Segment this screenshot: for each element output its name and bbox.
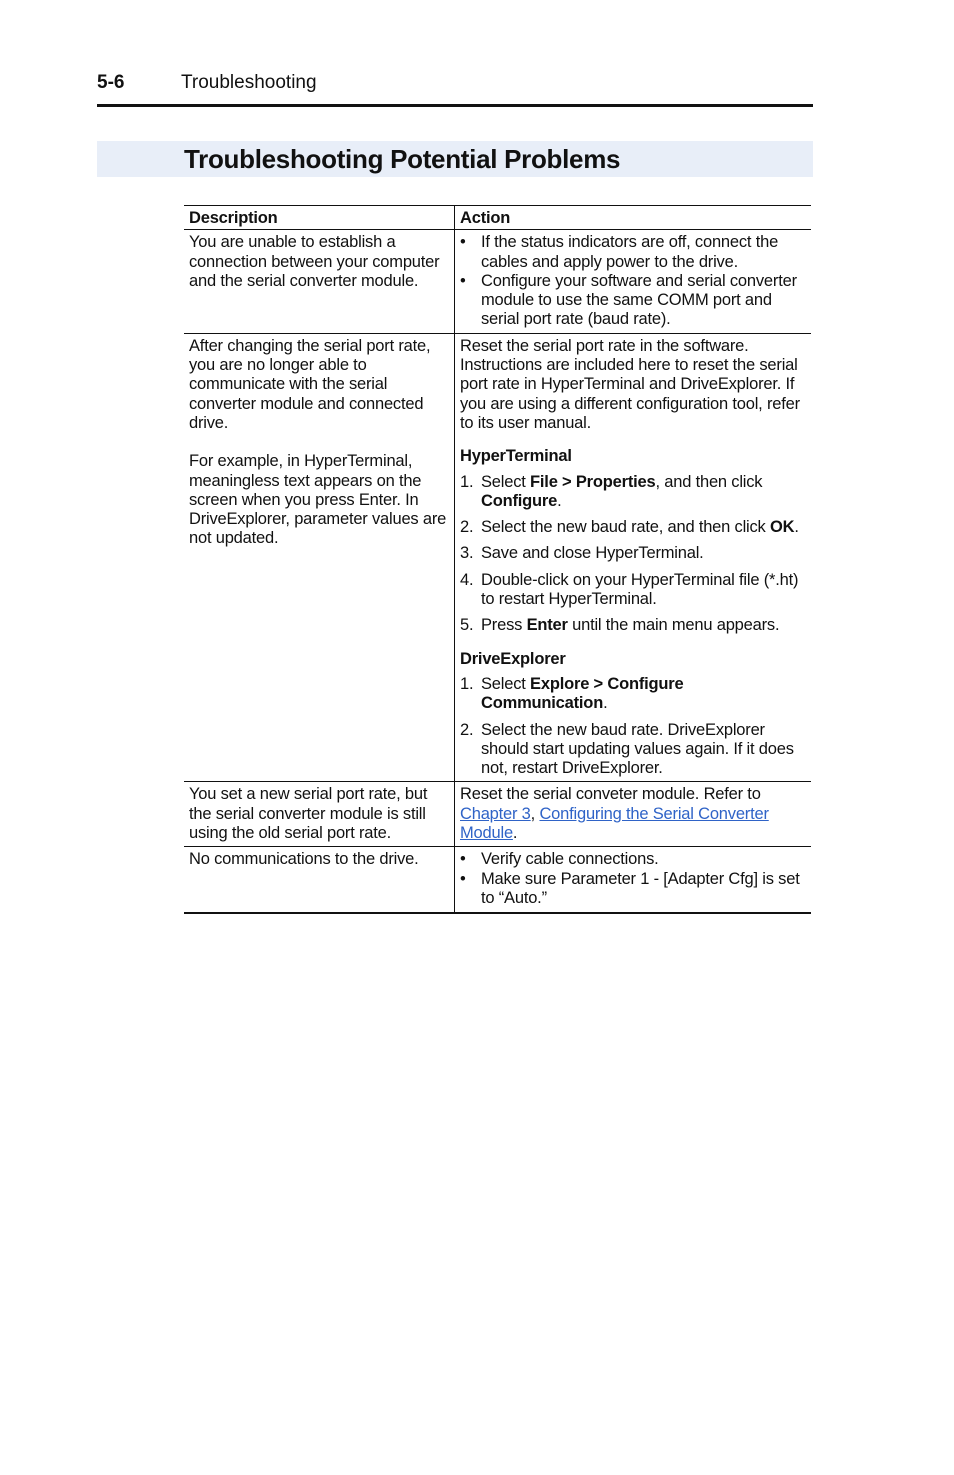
table-row <box>184 847 811 913</box>
step-number: 2. <box>460 720 474 739</box>
menu-path: File > Properties <box>530 472 656 491</box>
step-text: Save and close HyperTerminal. <box>481 544 704 563</box>
step-number: 5. <box>460 616 474 635</box>
row4-description: No communications to the drive. <box>184 847 455 913</box>
list-item <box>460 518 806 537</box>
row2-description-p1: After changing the serial port rate, you are no longer able to communicate with the serial converter module and connected drive. <box>189 336 431 432</box>
step-text: Select the new baud rate, and then click <box>481 518 770 537</box>
table-row <box>184 333 811 782</box>
row3-action-end: . <box>512 824 518 843</box>
list-item <box>460 233 806 272</box>
row3-action-text: Reset the serial conveter module. Refer to <box>460 785 761 804</box>
hyperterminal-steps <box>460 473 806 636</box>
step-text: , and then click <box>655 472 763 491</box>
bullet-icon: • <box>460 233 466 252</box>
step-number: 4. <box>460 570 474 589</box>
list-item <box>460 870 806 909</box>
step-text: Select the new baud rate. DriveExplorer should start updating values again. If it does not, restart DriveExplorer. <box>481 720 794 778</box>
list-item <box>460 272 806 330</box>
step-number: 1. <box>460 472 474 491</box>
step-text: . <box>794 518 799 537</box>
list-item <box>460 850 806 869</box>
row4-bullet-list <box>460 850 806 908</box>
row4-action <box>455 847 812 913</box>
step-text: Press <box>481 616 527 635</box>
step-text: until the main menu appears. <box>567 616 780 635</box>
row1-description: You are unable to establish a connection between your computer and the serial converter module. <box>184 230 455 333</box>
column-header-action: Action <box>455 206 812 230</box>
table-row <box>184 782 811 847</box>
link-separator: , <box>530 804 540 823</box>
chapter-3-link[interactable]: Chapter 3 <box>460 804 531 823</box>
row3-description: You set a new serial port rate, but the serial converter module is still using the old serial port rate. <box>184 782 455 847</box>
row2-intro: Reset the serial port rate in the software. Instructions are included here to reset the serial port rate in HyperTerminal and DriveExplorer. If you are using a different configuration tool, refer to its user manual. <box>460 336 800 432</box>
list-item <box>460 675 806 714</box>
running-section-title: Troubleshooting <box>181 72 317 93</box>
title-band <box>97 141 813 177</box>
list-item <box>460 571 806 610</box>
row1-action <box>455 230 812 333</box>
menu-path: Explore > Configure Communication <box>481 674 684 713</box>
step-number: 3. <box>460 544 474 563</box>
row2-description-p2: For example, in HyperTerminal, meaningless text appears on the screen when you press Enter. In DriveExplorer, parameter values are not updated. <box>189 452 447 548</box>
page-number: 5-6 <box>97 72 125 93</box>
step-text: Double-click on your HyperTerminal file (*.ht) to restart HyperTerminal. <box>481 570 799 609</box>
bullet-icon: • <box>460 869 466 888</box>
bullet-text: Verify cable connections. <box>481 850 659 869</box>
row3-action <box>455 782 812 847</box>
page-title: Troubleshooting Potential Problems <box>184 144 621 174</box>
list-item <box>460 721 806 779</box>
step-number: 1. <box>460 674 474 693</box>
step-text: Select <box>481 472 531 491</box>
column-header-description: Description <box>184 206 455 230</box>
list-item <box>460 544 806 563</box>
troubleshooting-table <box>184 205 811 914</box>
driveexplorer-steps <box>460 675 806 778</box>
row2-action <box>455 333 812 782</box>
bullet-icon: • <box>460 271 466 290</box>
table-header-row <box>184 206 811 230</box>
key-name: Enter <box>526 616 568 635</box>
step-text: . <box>557 491 562 510</box>
row2-description <box>184 333 455 782</box>
running-header <box>97 70 813 107</box>
button-name: Configure <box>481 491 558 510</box>
driveexplorer-heading: DriveExplorer <box>460 649 566 668</box>
step-number: 2. <box>460 518 474 537</box>
hyperterminal-heading: HyperTerminal <box>460 447 572 466</box>
table-row <box>184 230 811 333</box>
list-item <box>460 473 806 512</box>
configuring-serial-converter-link[interactable]: Configuring the Serial Converter Module <box>460 804 769 843</box>
step-text: Select <box>481 674 531 693</box>
button-name: OK <box>770 518 795 537</box>
row1-bullet-list <box>460 233 806 329</box>
bullet-text: Configure your software and serial converter module to use the same COMM port and serial port rate (baud rate). <box>481 271 797 329</box>
step-text: . <box>603 694 608 713</box>
bullet-icon: • <box>460 850 466 869</box>
bullet-text: Make sure Parameter 1 - [Adapter Cfg] is set to “Auto.” <box>481 869 800 907</box>
list-item <box>460 616 806 635</box>
bullet-text: If the status indicators are off, connect the cables and apply power to the drive. <box>481 233 779 271</box>
